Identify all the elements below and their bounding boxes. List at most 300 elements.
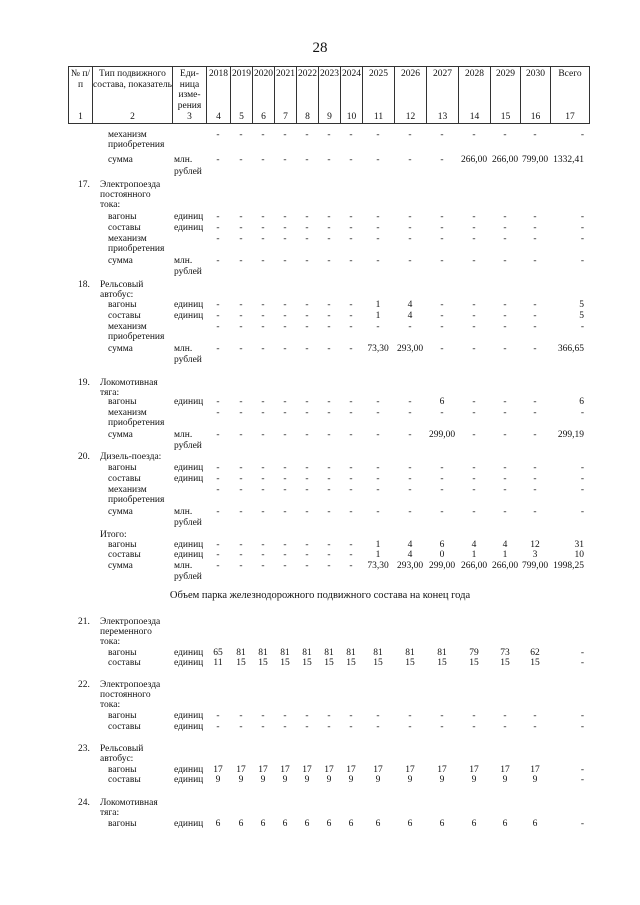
cell-value: -: [305, 474, 309, 484]
row-number: 19.: [78, 378, 90, 388]
cell-value: -: [261, 507, 265, 517]
cell-value: 17: [324, 765, 334, 775]
row-unit: единиц: [174, 397, 204, 407]
cell-total: -: [580, 223, 584, 233]
cell-value: -: [408, 322, 412, 332]
row-unit: единиц: [174, 474, 204, 484]
cell-value: -: [503, 397, 507, 407]
cell-value: -: [376, 155, 380, 165]
cell-value: -: [327, 474, 331, 484]
cell-value: -: [533, 485, 537, 495]
cell-value: -: [283, 507, 287, 517]
cell-value: -: [327, 397, 331, 407]
cell-value: 15: [437, 658, 447, 668]
cell-value: -: [408, 722, 412, 732]
row-unit: единиц: [174, 648, 204, 658]
cell-value: -: [305, 311, 309, 321]
cell-value: 62: [530, 648, 540, 658]
cell-value: -: [533, 322, 537, 332]
cell-total: 1998,25: [553, 561, 584, 571]
cell-value: 799,00: [521, 561, 549, 571]
cell-total: -: [580, 234, 584, 244]
cell-value: -: [239, 430, 243, 440]
cell-value: -: [472, 300, 476, 310]
cell-total: -: [580, 130, 584, 140]
cell-value: -: [440, 711, 444, 721]
cell-value: -: [376, 212, 380, 222]
cell-value: -: [327, 234, 331, 244]
cell-total: 5: [579, 300, 584, 310]
cell-value: -: [327, 408, 331, 418]
row-number: 24.: [78, 798, 90, 808]
cell-value: -: [305, 130, 309, 140]
cell-value: -: [216, 430, 220, 440]
cell-value: 4: [407, 550, 413, 560]
header-num: 17: [565, 112, 575, 122]
cell-value: -: [349, 155, 353, 165]
cell-value: -: [472, 344, 476, 354]
cell-value: -: [239, 223, 243, 233]
cell-value: -: [440, 485, 444, 495]
cell-value: -: [283, 722, 287, 732]
cell-value: -: [239, 722, 243, 732]
cell-value: -: [472, 408, 476, 418]
cell-value: -: [472, 507, 476, 517]
cell-value: 17: [500, 765, 510, 775]
header-year-2029: 2029: [491, 67, 521, 123]
cell-value: -: [503, 722, 507, 732]
header-year-2027: 2027: [427, 67, 459, 123]
cell-value: -: [503, 408, 507, 418]
row-name: Дизель-поезда:: [100, 452, 162, 462]
cell-value: -: [533, 212, 537, 222]
row-number: 21.: [78, 617, 90, 627]
cell-value: -: [283, 474, 287, 484]
cell-value: 17: [236, 765, 246, 775]
header-year-2026: 2026: [395, 67, 427, 123]
cell-value: 81: [258, 648, 268, 658]
cell-value: -: [327, 711, 331, 721]
cell-value: 6: [471, 819, 477, 829]
cell-value: 9: [407, 775, 413, 785]
cell-value: -: [261, 485, 265, 495]
cell-value: -: [349, 311, 353, 321]
cell-value: -: [440, 463, 444, 473]
cell-value: -: [349, 212, 353, 222]
cell-value: -: [283, 397, 287, 407]
row-number: 17.: [78, 180, 90, 190]
row-name: постоянного: [100, 690, 151, 700]
cell-value: -: [305, 397, 309, 407]
row-unit: единиц: [174, 658, 204, 668]
cell-value: 4: [407, 540, 413, 550]
row-unit: млн.: [174, 561, 193, 571]
cell-total: -: [580, 775, 584, 785]
cell-value: -: [261, 550, 265, 560]
cell-value: -: [261, 155, 265, 165]
section-subtitle: Объем парка железнодорожного подвижного состава на конец года: [169, 590, 471, 601]
cell-value: -: [261, 344, 265, 354]
cell-value: -: [283, 540, 287, 550]
row-number: 18.: [78, 280, 90, 290]
cell-value: -: [376, 223, 380, 233]
cell-value: 9: [348, 775, 354, 785]
cell-total: -: [580, 819, 584, 829]
cell-value: -: [472, 397, 476, 407]
cell-value: -: [305, 430, 309, 440]
cell-value: -: [261, 322, 265, 332]
row-name: механизм: [108, 408, 147, 418]
row-name: тока:: [100, 637, 121, 647]
cell-value: 17: [437, 765, 447, 775]
cell-value: -: [305, 561, 309, 571]
cell-value: 9: [282, 775, 288, 785]
page-number: 28: [312, 40, 328, 56]
cell-value: -: [327, 430, 331, 440]
cell-value: 79: [469, 648, 479, 658]
cell-value: -: [239, 408, 243, 418]
cell-value: -: [305, 155, 309, 165]
cell-value: -: [261, 130, 265, 140]
cell-value: -: [349, 234, 353, 244]
cell-value: -: [503, 463, 507, 473]
cell-value: -: [349, 408, 353, 418]
row-name: механизм: [108, 322, 147, 332]
row-unit: единиц: [174, 463, 204, 473]
cell-value: 9: [439, 775, 445, 785]
cell-value: 15: [258, 658, 268, 668]
row-unit: млн.: [174, 507, 193, 517]
cell-value: -: [533, 344, 537, 354]
cell-value: 293,00: [396, 344, 424, 354]
cell-value: -: [408, 212, 412, 222]
cell-value: 17: [213, 765, 223, 775]
cell-value: -: [349, 463, 353, 473]
cell-total: 6: [579, 397, 584, 407]
cell-value: -: [283, 130, 287, 140]
cell-value: 6: [502, 819, 508, 829]
row-unit: рублей: [174, 441, 202, 451]
cell-value: 15: [280, 658, 290, 668]
cell-value: -: [283, 344, 287, 354]
cell-value: -: [503, 311, 507, 321]
cell-value: -: [440, 130, 444, 140]
header-year-2020: 2020: [253, 67, 275, 123]
header-num: 3: [173, 112, 207, 123]
row-unit: рублей: [174, 572, 202, 582]
cell-total: 31: [574, 540, 584, 550]
cell-value: -: [239, 485, 243, 495]
cell-value: -: [283, 322, 287, 332]
cell-value: -: [216, 540, 220, 550]
cell-value: 6: [532, 819, 538, 829]
row-name: Локомотивная: [100, 378, 158, 388]
cell-value: -: [305, 507, 309, 517]
header-num: 11: [363, 112, 395, 123]
cell-value: -: [349, 540, 353, 550]
cell-total: -: [580, 485, 584, 495]
cell-value: 6: [238, 819, 244, 829]
row-unit: единиц: [174, 300, 204, 310]
cell-value: -: [376, 322, 380, 332]
cell-value: 17: [302, 765, 312, 775]
cell-value: 9: [326, 775, 332, 785]
cell-total: -: [580, 648, 584, 658]
cell-value: -: [408, 155, 412, 165]
cell-value: -: [239, 540, 243, 550]
cell-value: -: [216, 130, 220, 140]
header-year-2024: 2024: [341, 67, 363, 123]
cell-value: 9: [238, 775, 244, 785]
header-year-2023: 2023: [319, 67, 341, 123]
cell-value: 1: [375, 550, 381, 560]
cell-value: 1: [471, 550, 477, 560]
cell-value: -: [305, 408, 309, 418]
cell-value: 6: [439, 540, 445, 550]
cell-value: -: [440, 223, 444, 233]
cell-value: 6: [304, 819, 310, 829]
cell-value: -: [239, 463, 243, 473]
cell-value: 299,00: [428, 430, 456, 440]
cell-value: -: [533, 474, 537, 484]
cell-value: -: [216, 234, 220, 244]
cell-value: 6: [439, 819, 445, 829]
cell-value: 9: [502, 775, 508, 785]
cell-value: 4: [471, 540, 477, 550]
row-name: составы: [108, 775, 141, 785]
row-unit: единиц: [174, 819, 204, 829]
row-name: сумма: [108, 155, 133, 165]
cell-value: 15: [346, 658, 356, 668]
cell-value: -: [440, 322, 444, 332]
cell-value: -: [283, 223, 287, 233]
cell-value: 81: [280, 648, 290, 658]
cell-value: -: [376, 474, 380, 484]
header-num: 8: [297, 112, 319, 123]
cell-value: -: [533, 430, 537, 440]
header-num: 16: [521, 112, 551, 123]
cell-value: -: [533, 130, 537, 140]
cell-value: -: [472, 463, 476, 473]
cell-value: -: [440, 155, 444, 165]
cell-value: -: [376, 722, 380, 732]
cell-value: 9: [375, 775, 381, 785]
cell-value: 11: [213, 658, 223, 668]
cell-value: 9: [532, 775, 538, 785]
cell-value: -: [305, 256, 309, 266]
cell-value: -: [349, 711, 353, 721]
cell-value: -: [349, 722, 353, 732]
cell-value: -: [216, 561, 220, 571]
cell-value: -: [239, 561, 243, 571]
cell-value: 17: [530, 765, 540, 775]
cell-value: 1: [375, 540, 381, 550]
row-name: тока:: [100, 200, 121, 210]
cell-value: -: [440, 722, 444, 732]
cell-value: -: [440, 311, 444, 321]
cell-value: -: [440, 300, 444, 310]
row-number: 23.: [78, 744, 90, 754]
row-name: тока:: [100, 700, 121, 710]
cell-value: -: [376, 397, 380, 407]
row-name: тяга:: [100, 388, 120, 398]
cell-value: 17: [280, 765, 290, 775]
cell-value: 15: [236, 658, 246, 668]
row-name: составы: [108, 722, 141, 732]
cell-value: -: [327, 722, 331, 732]
cell-value: -: [472, 234, 476, 244]
cell-value: -: [216, 722, 220, 732]
cell-value: 81: [405, 648, 415, 658]
cell-total: -: [580, 507, 584, 517]
cell-value: -: [261, 463, 265, 473]
cell-value: -: [533, 408, 537, 418]
cell-value: -: [261, 212, 265, 222]
cell-value: -: [216, 223, 220, 233]
row-name: Электропоезда: [100, 180, 161, 190]
cell-value: -: [472, 223, 476, 233]
cell-value: 4: [407, 311, 413, 321]
cell-value: -: [216, 463, 220, 473]
cell-value: -: [261, 711, 265, 721]
cell-value: -: [305, 722, 309, 732]
cell-value: -: [261, 474, 265, 484]
cell-value: -: [216, 485, 220, 495]
header-year-2018: 2018: [207, 67, 231, 123]
cell-value: -: [533, 507, 537, 517]
cell-value: -: [261, 561, 265, 571]
cell-value: -: [239, 711, 243, 721]
row-unit: единиц: [174, 311, 204, 321]
row-name: вагоны: [108, 463, 137, 473]
cell-value: -: [533, 234, 537, 244]
cell-value: -: [239, 344, 243, 354]
cell-value: 4: [407, 300, 413, 310]
cell-value: -: [283, 550, 287, 560]
cell-value: -: [440, 344, 444, 354]
cell-value: -: [283, 485, 287, 495]
cell-value: -: [327, 155, 331, 165]
cell-value: -: [283, 155, 287, 165]
cell-value: 6: [439, 397, 445, 407]
cell-value: -: [216, 344, 220, 354]
cell-value: 9: [215, 775, 221, 785]
cell-value: -: [239, 474, 243, 484]
row-name: составы: [108, 550, 141, 560]
cell-value: -: [283, 463, 287, 473]
cell-value: -: [216, 711, 220, 721]
cell-total: -: [580, 711, 584, 721]
cell-value: -: [283, 430, 287, 440]
cell-value: 0: [439, 550, 445, 560]
cell-value: -: [408, 256, 412, 266]
header-num: 13: [427, 112, 459, 123]
row-name: приобретения: [108, 244, 165, 254]
row-name: сумма: [108, 561, 133, 571]
cell-value: -: [239, 130, 243, 140]
header-num: 1: [69, 112, 93, 123]
cell-value: 9: [304, 775, 310, 785]
row-unit: единиц: [174, 765, 204, 775]
cell-value: -: [408, 463, 412, 473]
cell-value: 15: [469, 658, 479, 668]
cell-value: -: [533, 311, 537, 321]
cell-value: -: [327, 311, 331, 321]
cell-value: -: [283, 256, 287, 266]
row-name: Рельсовый: [100, 744, 144, 754]
row-unit: млн.: [174, 155, 193, 165]
cell-value: -: [376, 485, 380, 495]
cell-value: -: [261, 722, 265, 732]
cell-value: -: [408, 397, 412, 407]
row-name: сумма: [108, 430, 133, 440]
cell-total: -: [580, 408, 584, 418]
cell-value: -: [376, 256, 380, 266]
cell-value: -: [503, 130, 507, 140]
cell-value: -: [261, 234, 265, 244]
cell-value: -: [472, 212, 476, 222]
cell-value: 299,00: [428, 561, 456, 571]
row-name: составы: [108, 311, 141, 321]
cell-value: -: [283, 300, 287, 310]
cell-value: -: [349, 485, 353, 495]
cell-value: -: [327, 256, 331, 266]
row-unit: млн.: [174, 344, 193, 354]
cell-value: -: [216, 507, 220, 517]
cell-value: 81: [346, 648, 356, 658]
cell-value: -: [305, 550, 309, 560]
cell-value: -: [472, 485, 476, 495]
header-year-2021: 2021: [275, 67, 297, 123]
cell-value: -: [472, 711, 476, 721]
cell-value: -: [376, 234, 380, 244]
cell-value: 1: [375, 300, 381, 310]
row-unit: рублей: [174, 267, 202, 277]
header-num: 9: [319, 112, 341, 123]
row-name: переменного: [100, 627, 152, 637]
cell-value: -: [305, 212, 309, 222]
row-name: вагоны: [108, 711, 137, 721]
cell-value: -: [327, 130, 331, 140]
cell-value: -: [472, 311, 476, 321]
row-name: сумма: [108, 256, 133, 266]
cell-value: -: [216, 397, 220, 407]
cell-value: -: [261, 223, 265, 233]
cell-value: -: [408, 507, 412, 517]
cell-value: -: [349, 130, 353, 140]
cell-value: -: [503, 256, 507, 266]
row-name: приобретения: [108, 418, 165, 428]
cell-value: -: [503, 212, 507, 222]
cell-value: -: [503, 300, 507, 310]
header-col-numbers: [68, 112, 590, 124]
cell-value: -: [216, 311, 220, 321]
row-number: 20.: [78, 452, 90, 462]
cell-value: -: [408, 408, 412, 418]
cell-value: -: [239, 155, 243, 165]
cell-value: 266,00: [491, 561, 519, 571]
cell-value: 15: [302, 658, 312, 668]
cell-value: -: [261, 300, 265, 310]
cell-value: -: [305, 711, 309, 721]
cell-value: -: [239, 234, 243, 244]
header-num: 14: [459, 112, 491, 123]
row-unit: единиц: [174, 775, 204, 785]
cell-value: 81: [373, 648, 383, 658]
cell-value: -: [503, 474, 507, 484]
cell-value: 15: [530, 658, 540, 668]
row-name: приобретения: [108, 495, 165, 505]
